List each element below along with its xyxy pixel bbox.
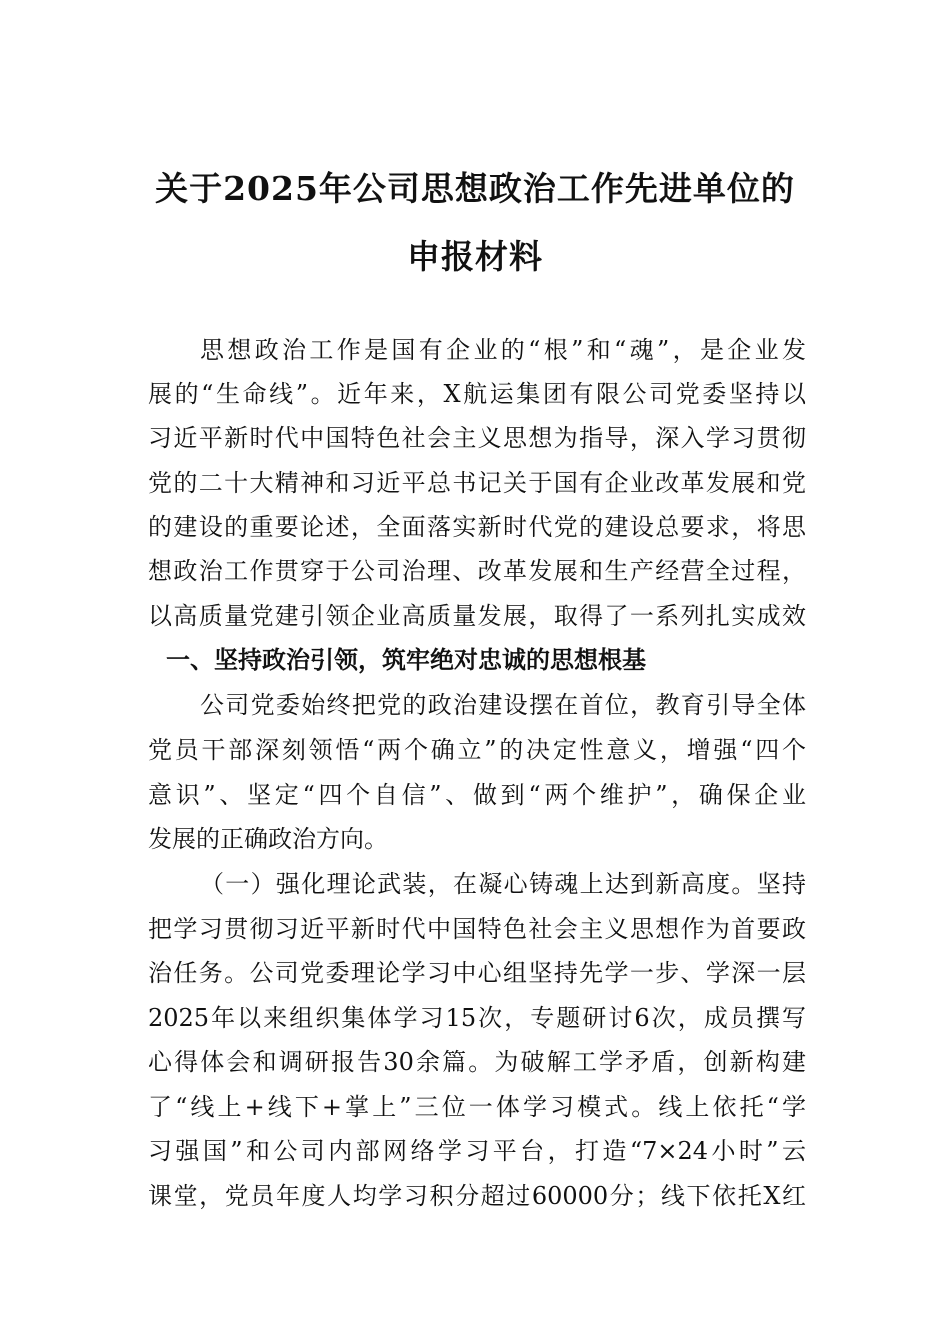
text-line: 以高质量党建引领企业高质量发展，取得了一系列扎实成效 [148, 602, 806, 630]
text-line: 2025年以来组织集体学习15次，专题研讨6次，成员撰写 [148, 1004, 806, 1032]
text-line: 意识”、坚定“四个自信”、做到“两个维护”，确保企业 [148, 781, 806, 809]
text-line: （一）强化理论武装，在凝心铸魂上达到新高度。坚持 [200, 870, 806, 898]
title-line-1: 关于2025年公司思想政治工作先进单位的 [155, 169, 795, 208]
text-line: 思想政治工作是国有企业的“根”和“魂”，是企业发 [200, 336, 806, 364]
section-heading: 一、坚持政治引领，筑牢绝对忠诚的思想根基 [166, 646, 646, 674]
text-line: 了“线上+线下+掌上”三位一体学习模式。线上依托“学 [148, 1093, 806, 1121]
text-line: 发展的正确政治方向。 [148, 825, 388, 853]
text-line: 课堂，党员年度人均学习积分超过60000分；线下依托X红 [148, 1182, 806, 1210]
text-line: 的建设的重要论述，全面落实新时代党的建设总要求，将思 [148, 513, 806, 541]
text-line: 治任务。公司党委理论学习中心组坚持先学一步、学深一层 [148, 959, 806, 987]
text-line: 党员干部深刻领悟“两个确立”的决定性意义，增强“四个 [148, 736, 806, 764]
title-line-2: 申报材料 [407, 237, 543, 276]
text-line: 习近平新时代中国特色社会主义思想为指导，深入学习贯彻 [148, 424, 806, 452]
text-line: 习强国”和公司内部网络学习平台，打造“7×24小时”云 [148, 1137, 806, 1165]
text-line: 想政治工作贯穿于公司治理、改革发展和生产经营全过程， [148, 557, 806, 585]
text-line: 公司党委始终把党的政治建设摆在首位，教育引导全体 [200, 691, 806, 719]
text-line: 展的“生命线”。近年来，X航运集团有限公司党委坚持以 [148, 380, 806, 408]
text-line: 党的二十大精神和习近平总书记关于国有企业改革发展和党 [148, 469, 806, 497]
text-line: 心得体会和调研报告30余篇。为破解工学矛盾，创新构建 [148, 1048, 806, 1076]
text-line: 把学习贯彻习近平新时代中国特色社会主义思想作为首要政 [148, 915, 806, 943]
